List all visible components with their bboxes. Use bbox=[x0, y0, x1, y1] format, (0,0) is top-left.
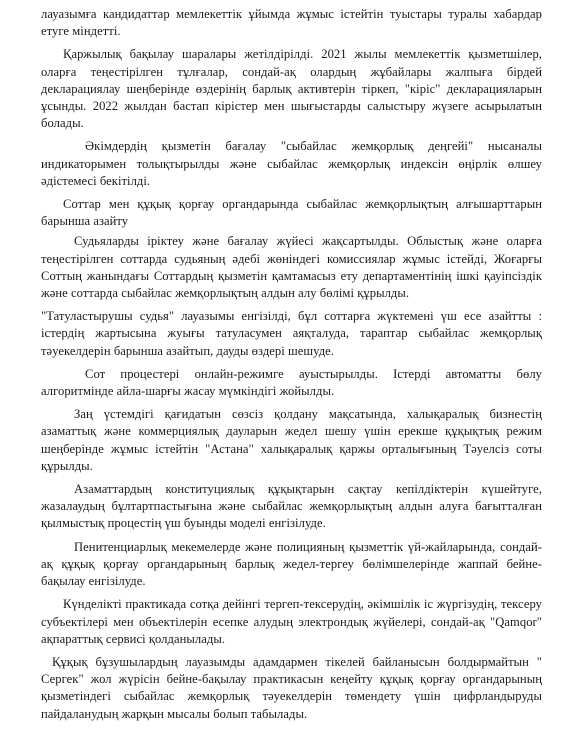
paragraph-7: Заң үстемдігі қағидатын сөзсіз қолдану мақсатында, халықаралық бизнестің азаматтық және коммерциялық дауларын жедел шешу үшін ерекше құқықтық режим шеңберінде жұмыс істейтін "Астана" халықаралық қаржы орталығының Тәуелсіз соты құрылды. bbox=[41, 407, 542, 473]
paragraph-4: Судьяларды іріктеу және бағалау жүйесі жақсартылды. Облыстық және оларға теңестірілген соттарда судьяның әдебі жөніндегі комиссиялар жұмыс істейді, Жоғарғы Соттың жанындағы Соттардың қызметін қамтамасыз ету департаментінің ішкі қауіпсіздік және соттарда сыбайлас жемқорлықтың алдын алу бөлімі құрылды. bbox=[41, 234, 542, 301]
paragraph-2: Қаржылық бақылау шаралары жетілдірілді. 2021 жылы мемлекеттік қызметшілер, оларға теңестірілген тұлғалар, сондай-ақ олардың жұбайлары жалпыға бірдей декларациялау шеңберінде өздерінің барлық активтерін тіркеп, "кіріс" декларацияларын ұсынды. 2022 жылдан бастап кірістер мен шығыстарды салыстыру жүзеге асырылатын болады. bbox=[41, 47, 542, 131]
paragraph-1: лауазымға кандидаттар мемлекеттік ұйымда жұмыс істейтін туыстары туралы хабардар етуге міндетті. bbox=[41, 7, 542, 39]
paragraph-6: Сот процестері онлайн-режимге ауыстырылды. Істерді автоматты бөлу алгоритмінде айла-шарғы жасау мүмкіндігі жойылды. bbox=[41, 366, 542, 399]
paragraph-9: Пенитенциарлық мекемелерде және полицияның қызметтік үй-жайларында, сондай-ақ құқық қорғау органдарының барлық жедел-тергеу бөлімшелерінде жаппай бейне-бақылау енгізілуде. bbox=[41, 539, 542, 589]
paragraph-11: Құқық бұзушылардың лауазымды адамдармен тікелей байланысын болдырмайтын " Сергек" жол жүрісін бейне-бақылау практикасын кеңейту құқық қорғау органдарының қызметіндегі сыбайлас жемқорлық тәуекелдерін төмендету үшін цифрландыруды пайдаланудың жарқын мысалы болып табылады. bbox=[41, 654, 542, 721]
paragraph-10: Күнделікті практикада сотқа дейінгі тергеп-тексерудің, әкімшілік іс жүргізудің, тексеру субъектілері мен объектілерін есепке алудың электрондық жүйелері, сондай-ақ "Qamqor" ақпараттық сервисі қолданылады. bbox=[41, 597, 542, 646]
paragraph-3: Әкімдердің қызметін бағалау "сыбайлас жемқорлық деңгейі" нысаналы индикаторымен толықтырылды және сыбайлас жемқорлық индексін өңірлік өлшеу әдістемесі бекітілді. bbox=[41, 139, 542, 188]
paragraph-8: Азаматтардың конституциялық құқықтарын сақтау кепілдіктерін күшейтуге, жазалаудың бұлтартпастығына және сыбайлас жемқорлықтың алдын алуға бағытталған қылмыстық процестің үш буынды моделі енгізілуде. bbox=[41, 482, 542, 531]
section-heading: Соттар мен құқық қорғау органдарында сыбайлас жемқорлықтың алғышарттарын барынша азайту bbox=[41, 197, 542, 229]
paragraph-5: "Татуластырушы судья" лауазымы енгізілді, бұл соттарға жүктемені үш есе азайтты : істердің жартысына жуығы татуласумен аяқталуда, тараптар сыбайлас жемқорлық тәуекелдерін барынша азайтып, дауды өздері шешуде. bbox=[41, 309, 542, 358]
